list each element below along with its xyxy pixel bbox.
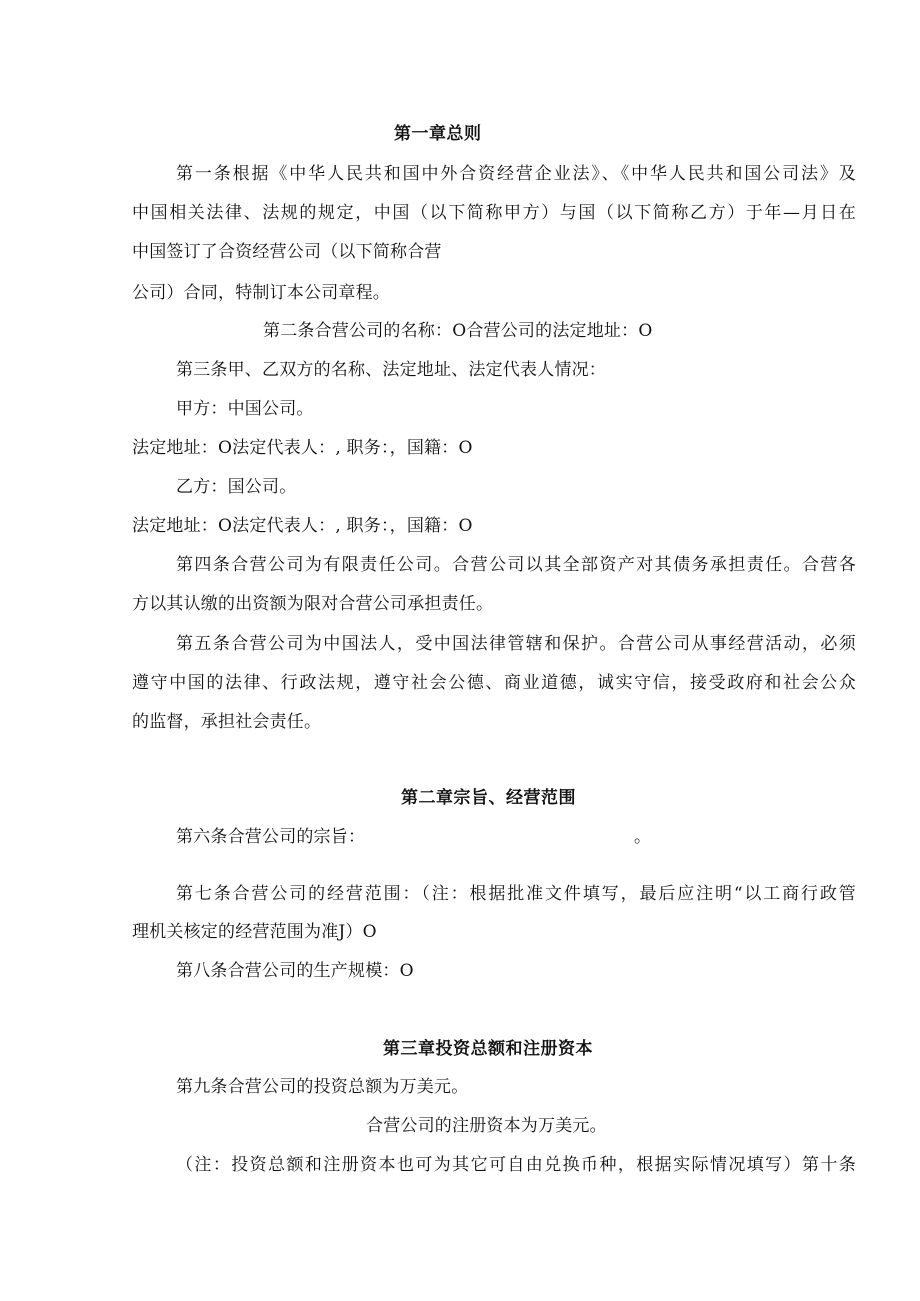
article-5-line-1: 第五条合营公司为中国法人，受中国法律管辖和保护。合营公司从事经营活动，必须 <box>176 634 856 654</box>
article-5-line-3: 的监督，承担社会责任。 <box>132 712 322 732</box>
chapter-3-title: 第三章投资总额和注册资本 <box>383 1039 593 1059</box>
article-1-line-2: 中国相关法律、法规的规定，中国（以下简称甲方）与国（以下简称乙方）于年—月日在 <box>132 203 856 223</box>
article-3: 第三条甲、乙双方的名称、法定地址、法定代表人情况： <box>176 360 606 380</box>
article-6: 第六条合营公司的宗旨： <box>176 827 366 847</box>
article-7-line-1: 第七条合营公司的经营范围：（注：根据批准文件填写，最后应注明“以工商行政管 <box>176 884 856 904</box>
article-8: 第八条合营公司的生产规模：O <box>176 961 414 981</box>
article-4-line-2: 方以其认缴的出资额为限对合营公司承担责任。 <box>132 594 494 614</box>
article-2: 第二条合营公司的名称：O合营公司的法定地址：O <box>263 321 653 341</box>
registered-capital: 合营公司的注册资本为万美元。 <box>366 1116 607 1136</box>
article-1-line-3: 中国签订了合资经营公司（以下简称合营 <box>132 242 442 262</box>
party-a-name: 甲方：中国公司。 <box>176 399 314 419</box>
chapter-1-title: 第一章总则 <box>394 124 482 144</box>
article-9: 第九条合营公司的投资总额为万美元。 <box>176 1077 469 1097</box>
article-4-line-1: 第四条合营公司为有限责任公司。合营公司以其全部资产对其债务承担责任。合营各 <box>176 555 856 575</box>
article-5-line-2: 遵守中国的法律、行政法规，遵守社会公德、商业道德，诚实守信，接受政府和社会公众 <box>132 673 856 693</box>
party-b-name: 乙方：国公司。 <box>176 477 297 497</box>
capital-note: （注：投资总额和注册资本也可为其它可自由兑换币种，根据实际情况填写）第十条 <box>176 1155 856 1175</box>
article-6-end-mark: 。 <box>634 827 652 847</box>
article-1-line-4: 公司）合同，特制订本公司章程。 <box>132 283 390 303</box>
chapter-2-title: 第二章宗旨、经营范围 <box>401 788 576 808</box>
article-1-line-1: 第一条根据《中华人民共和国中外合资经营企业法》、《中华人民共和国公司法》及 <box>176 164 856 184</box>
article-7-line-2: 理机关核定的经营范围为准J）O <box>132 922 377 942</box>
party-b-details: 法定地址：O法定代表人：, 职务：，国籍：O <box>132 516 473 536</box>
party-a-details: 法定地址：O法定代表人：, 职务：，国籍：O <box>132 438 473 458</box>
